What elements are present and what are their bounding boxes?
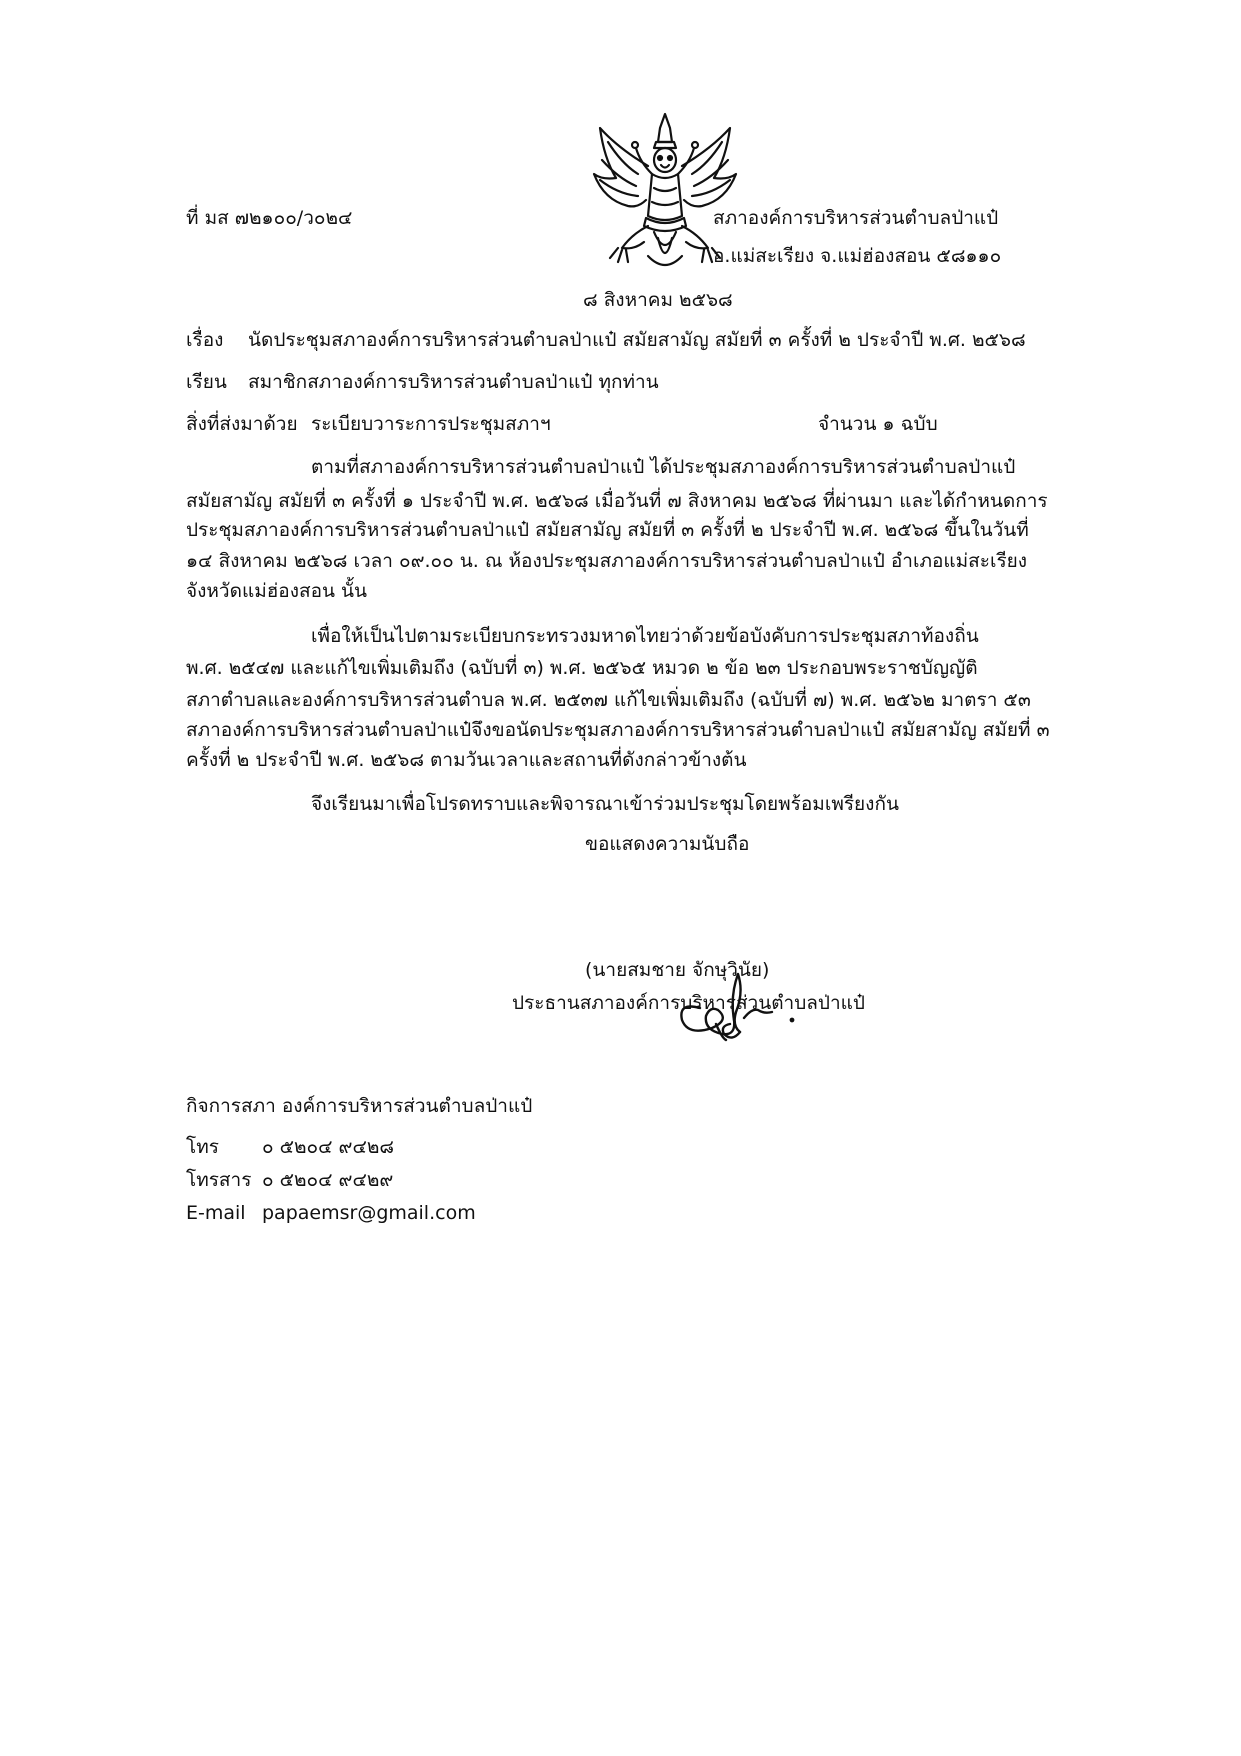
paragraph1-line: สมัยสามัญ สมัยที่ ๓ ครั้งที่ ๑ ประจำปี พ.ศ. ๒๕๖๘ เมื่อวันที่ ๗ สิงหาคม ๒๕๖๘ ที่ผ่านมา และได้กำหนดการ [186,490,1048,512]
signer-name: (นายสมชาย จักษุวินัย) [585,959,770,981]
subject-text: นัดประชุมสภาองค์การบริหารส่วนตำบลป่าแป๋ สมัยสามัญ สมัยที่ ๓ ครั้งที่ ๒ ประจำปี พ.ศ. ๒๕๖๘ [248,329,1026,351]
org-name: สภาองค์การบริหารส่วนตำบลป่าแป๋ [713,207,999,229]
phone-label: โทร [186,1136,219,1158]
paragraph1-line: ตามที่สภาองค์การบริหารส่วนตำบลป่าแป๋ ได้ประชุมสภาองค์การบริหารส่วนตำบลป่าแป๋ [311,456,1016,478]
recipient-text: สมาชิกสภาองค์การบริหารส่วนตำบลป่าแป๋ ทุกท่าน [248,371,659,393]
paragraph2-line: เพื่อให้เป็นไปตามระเบียบกระทรวงมหาดไทยว่าด้วยข้อบังคับการประชุมสภาท้องถิ่น [311,625,979,647]
paragraph2-line: ครั้งที่ ๒ ประจำปี พ.ศ. ๒๕๖๘ ตามวันเวลาและสถานที่ดังกล่าวข้างต้น [186,749,747,771]
doc-number: ที่ มส ๗๒๑๐๐/ว๐๒๔ [186,207,353,229]
paragraph1-line: ประชุมสภาองค์การบริหารส่วนตำบลป่าแป๋ สมัยสามัญ สมัยที่ ๓ ครั้งที่ ๒ ประจำปี พ.ศ. ๒๕๖๘ ขึ้นในวันที่ [186,519,1029,541]
paragraph2-line: พ.ศ. ๒๕๔๗ และแก้ไขเพิ่มเติมถึง (ฉบับที่ ๓) พ.ศ. ๒๕๖๕ หมวด ๒ ข้อ ๒๓ ประกอบพระราชบัญญัติ [186,657,978,679]
paragraph2-line: สภาตำบลและองค์การบริหารส่วนตำบล พ.ศ. ๒๕๓๗ แก้ไขเพิ่มเติมถึง (ฉบับที่ ๗) พ.ศ. ๒๕๖๒ มาตรา ๕๓ [186,689,1031,711]
closing-request: จึงเรียนมาเพื่อโปรดทราบและพิจารณาเข้าร่วมประชุมโดยพร้อมเพรียงกัน [311,793,899,815]
paragraph1-line: ๑๔ สิงหาคม ๒๕๖๘ เวลา ๐๙.๐๐ น. ณ ห้องประชุมสภาองค์การบริหารส่วนตำบลป่าแป๋ อำเภอแม่สะเรียง [186,550,1028,572]
phone-value: ๐ ๕๒๐๔ ๙๔๒๘ [262,1136,395,1158]
enclosure-label: สิ่งที่ส่งมาด้วย [186,413,298,435]
fax-label: โทรสาร [186,1169,252,1191]
email-label: E-mail [186,1202,246,1224]
contact-office: กิจการสภา องค์การบริหารส่วนตำบลป่าแป๋ [186,1095,533,1117]
closing-salutation: ขอแสดงความนับถือ [585,833,750,855]
enclosure-count: จำนวน ๑ ฉบับ [818,413,938,435]
email-value[interactable]: papaemsr@gmail.com [262,1202,476,1224]
enclosure-text: ระเบียบวาระการประชุมสภาฯ [311,413,551,435]
paragraph1-line: จังหวัดแม่ฮ่องสอน นั้น [186,580,368,602]
fax-value: ๐ ๕๒๐๔ ๙๔๒๙ [262,1169,394,1191]
org-address: อ.แม่สะเรียง จ.แม่ฮ่องสอน ๕๘๑๑๐ [713,245,1002,267]
subject-label: เรื่อง [186,329,224,351]
signer-position: ประธานสภาองค์การบริหารส่วนตำบลป่าแป๋ [512,992,865,1014]
letter-date: ๘ สิงหาคม ๒๕๖๘ [583,289,733,311]
recipient-label: เรียน [186,371,227,393]
paragraph2-line: สภาองค์การบริหารส่วนตำบลป่าแป๋จึงขอนัดประชุมสภาองค์การบริหารส่วนตำบลป่าแป๋ สมัยสามัญ สมัยที่ ๓ [186,719,1050,741]
